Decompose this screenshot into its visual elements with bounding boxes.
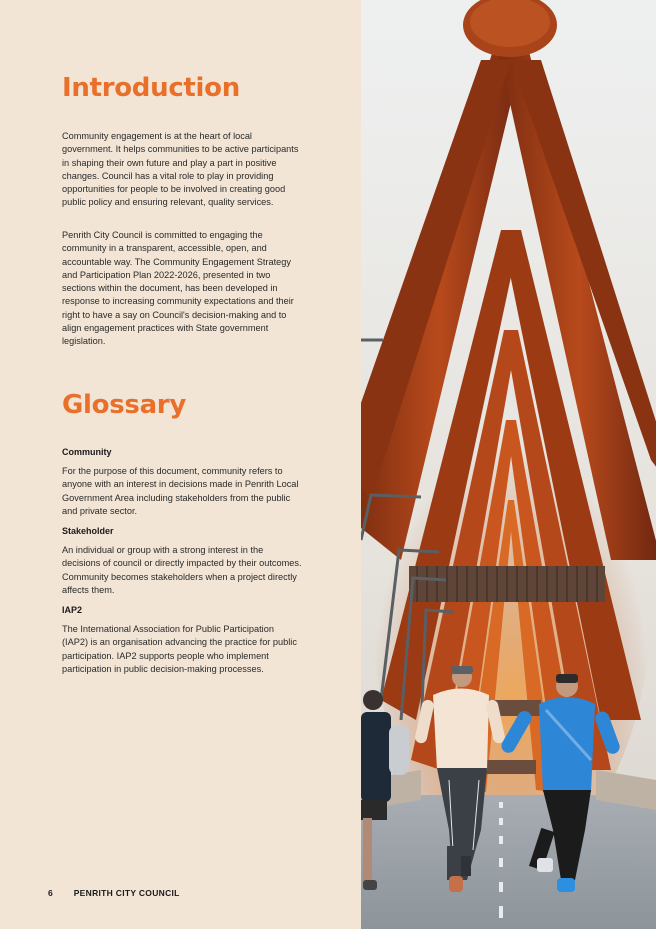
bridge-photo-illustration bbox=[361, 0, 656, 929]
glossary-term-stakeholder: Stakeholder bbox=[62, 526, 114, 536]
glossary-term-iap2: IAP2 bbox=[62, 605, 83, 615]
glossary-term-community: Community bbox=[62, 447, 112, 457]
page-number: 6 bbox=[48, 888, 54, 898]
introduction-paragraph-2: Penrith City Council is committed to engaging the community in a transparent, accessible, open, and accountable way. The Community Engagement Strategy and Participation Plan 2022-2026, presented in two sections within the document, has been developed in response to increasing community expectations and their right to have a say on Council's decision-making and to align engagement practices with State government legislation. bbox=[62, 230, 294, 347]
glossary-definition-iap2: The International Association for Public Participation (IAP2) is an organisation advancing the practice for public participation. IAP2 supports people who implement participation in public decision-making processes. bbox=[62, 624, 297, 674]
glossary-definition-stakeholder: An individual or group with a strong interest in the decisions of council or directly impacted by their outcomes. Community becomes stakeholders when a project directly affects them. bbox=[62, 545, 302, 595]
glossary-heading: Glossary bbox=[62, 390, 186, 420]
page-footer bbox=[48, 888, 180, 898]
introduction-heading: Introduction bbox=[62, 73, 240, 103]
bridge-deck bbox=[361, 795, 656, 929]
introduction-paragraph-1: Community engagement is at the heart of local government. It helps communities to be active participants in shaping their own future and play a part in positive changes. Council has a vital role to play in providing opportunities for people to be involved in creating good public policy and ensuring relevant, quality services. bbox=[62, 131, 299, 208]
organisation-name: PENRITH CITY COUNCIL bbox=[73, 888, 180, 898]
glossary-definition-community: For the purpose of this document, community refers to anyone with an interest in decisions made in Penrith Local Government Area including stakeholders from the public and private sector. bbox=[62, 466, 299, 516]
bridge-photo bbox=[361, 0, 656, 929]
